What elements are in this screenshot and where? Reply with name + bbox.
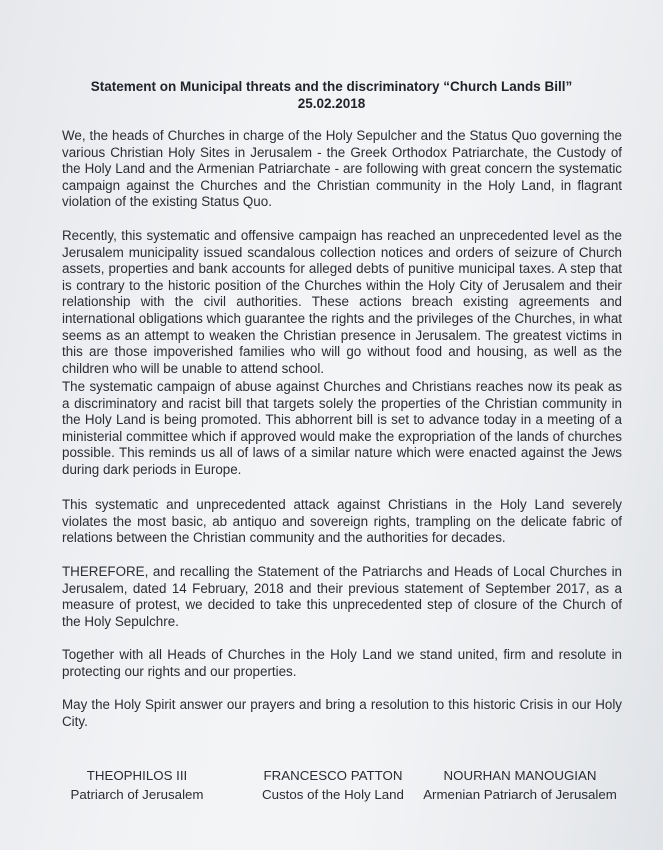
paragraph-3: The systematic campaign of abuse against Churches and Christians reaches now its peak as a discriminatory and racist bill that targets solely the properties of the Christian community in the Holy Land is being promoted. This abhorrent bill is set to advance today in a meeting of a ministerial committee which if approved would make the expropriation of the lands of churches possible. This reminds us all of laws of a similar nature which were enacted against the Jews during dark periods in Europe.	[62, 379, 622, 477]
signatory-theophilos	[58, 766, 216, 804]
paragraph-4: This systematic and unprecedented attack against Christians in the Holy Land severely violates the most basic, ab antiquo and sovereign rights, trampling on the delicate fabric of relations between the Christian community and the authorities for decades.	[62, 497, 622, 546]
signatory-manougian	[420, 766, 620, 804]
signatory-name: NOURHAN MANOUGIAN	[443, 768, 597, 783]
paragraph-6: Together with all Heads of Churches in the Holy Land we stand united, firm and resolute in protecting our rights and our properties.	[62, 647, 622, 679]
paragraph-5: THEREFORE, and recalling the Statement of the Patriarchs and Heads of Local Churches in Jerusalem, dated 14 February, 2018 and their previous statement of September 2017, as a measure of protest, we decided to take this unprecedented step of closure of the Church of the Holy Sepulchre.	[62, 564, 622, 629]
signatory-title: Custos of the Holy Land	[262, 787, 404, 802]
paragraph-2: Recently, this systematic and offensive campaign has reached an unprecedented level as the Jerusalem municipality issued scandalous collection notices and orders of seizure of Church assets, properties and bank accounts for alleged debts of punitive municipal taxes. A step that is contrary to the historic position of the Churches within the Holy City of Jerusalem and their relationship with the civil authorities. These actions breach existing agreements and international obligations which guarantee the rights and the privileges of the Churches, in what seems as an attempt to weaken the Christian presence in Jerusalem. The greatest victims in this are those impoverished families who will go without food and housing, as well as the children who will be unable to attend school.	[62, 228, 622, 376]
signatory-patton	[254, 766, 412, 804]
signatory-name: FRANCESCO PATTON	[263, 768, 403, 783]
paragraph-7: May the Holy Spirit answer our prayers and bring a resolution to this historic Crisis in our Holy City.	[62, 697, 622, 729]
document-title: Statement on Municipal threats and the discriminatory “Church Lands Bill”	[90, 79, 573, 94]
signatory-name: THEOPHILOS III	[86, 768, 188, 783]
paragraph-1: We, the heads of Churches in charge of the Holy Sepulcher and the Status Quo governing the various Christian Holy Sites in Jerusalem - the Greek Orthodox Patriarchate, the Custody of the Holy Land and the Armenian Patriarchate - are following with great concern the systematic campaign against the Churches and the Christian community in the Holy Land, in flagrant violation of the existing Status Quo.	[62, 128, 622, 210]
signatory-title: Armenian Patriarch of Jerusalem	[423, 787, 617, 802]
signatory-title: Patriarch of Jerusalem	[70, 787, 204, 802]
document-date: 25.02.2018	[297, 96, 366, 111]
